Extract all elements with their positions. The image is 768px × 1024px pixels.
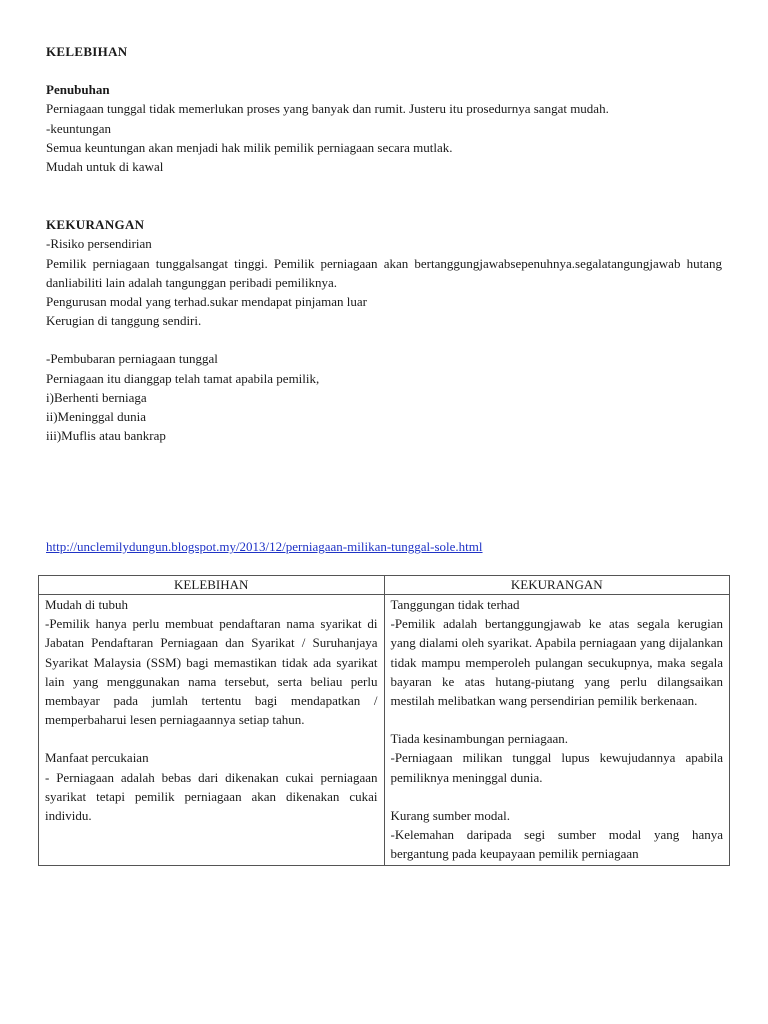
kelebihan-line: Mudah untuk di kawal xyxy=(46,159,164,175)
comparison-table-wrapper xyxy=(38,575,730,866)
capital-line: Pengurusan modal yang terhad.sukar mendapat pinjaman luar xyxy=(46,294,367,310)
comparison-table xyxy=(38,575,730,866)
table-header-row xyxy=(39,576,730,595)
cell-text: -Kelemahan daripada segi sumber modal yang hanya bergantung pada keupayaan pemilik perniagaan xyxy=(390,827,723,862)
dissolution-intro: Perniagaan itu dianggap telah tamat apabila pemilik, xyxy=(46,370,320,386)
kekurangan-cell xyxy=(384,595,730,866)
header-kekurangan: KEKURANGAN xyxy=(384,576,730,595)
cell-title: Kurang sumber modal. xyxy=(390,807,511,823)
dissolution-item: i)Berhenti berniaga xyxy=(46,389,147,405)
kelebihan-heading: KELEBIHAN xyxy=(46,44,128,59)
kelebihan-cell xyxy=(39,595,385,866)
cell-title: Manfaat percukaian xyxy=(45,750,149,766)
source-link-container xyxy=(46,537,483,556)
source-link[interactable]: http://unclemilydungun.blogspot.my/2013/12/perniagaan-milikan-tunggal-sole.html xyxy=(46,539,483,554)
kelebihan-line: Semua keuntungan akan menjadi hak milik pemilik perniagaan secara mutlak. xyxy=(46,139,453,155)
cell-text: -Pemilik adalah bertanggungjawab ke atas segala kerugian yang dialami oleh syarikat. Apabila perniagaan yang dijalankan tidak mampu memperoleh pulangan secukupnya, maka segala bayaran ke atas hutang-piutang yang perlu dilangsaikan mestilah melibatkan wang persendirian pemilik berkenaan. xyxy=(390,616,723,709)
kelebihan-line: Perniagaan tunggal tidak memerlukan proses yang banyak dan rumit. Justeru itu prosedurnya sangat mudah. xyxy=(46,101,609,117)
penubuhan-subheading: Penubuhan xyxy=(46,82,110,98)
kekurangan-heading: KEKURANGAN xyxy=(46,217,145,233)
risk-label: -Risiko persendirian xyxy=(46,236,152,252)
cell-title: Mudah di tubuh xyxy=(45,597,129,612)
dissolution-item: iii)Muflis atau bankrap xyxy=(46,428,166,444)
cell-text: -Pemilik hanya perlu membuat pendaftaran nama syarikat di Jabatan Pendaftaran Perniagaan dan Syarikat / Suruhanjaya Syarikat Malaysia (SSM) bagi memastikan tidak ada syarikat lain yang menggunakan nama tersebut, serta beliau perlu membayar pada jumlah tertentu bagi mendapatkan / memperbaharui lesen perniagaannya setiap tahun. xyxy=(45,616,378,728)
header-kelebihan: KELEBIHAN xyxy=(39,576,385,595)
cell-title: Tiada kesinambungan perniagaan. xyxy=(390,731,568,747)
table-row xyxy=(39,595,730,866)
document-body xyxy=(46,42,722,445)
cell-text: -Perniagaan milikan tunggal lupus kewujudannya apabila pemiliknya meninggal dunia. xyxy=(390,750,723,785)
kelebihan-line: -keuntungan xyxy=(46,120,111,136)
loss-line: Kerugian di tanggung sendiri. xyxy=(46,313,202,329)
dissolution-item: ii)Meninggal dunia xyxy=(46,409,147,425)
risk-paragraph: Pemilik perniagaan tunggalsangat tinggi. Pemilik perniagaan akan bertanggungjawabsepenuhnya.segalatangungjawab hutang danliabiliti lain adalah tangunggan peribadi pemiliknya. xyxy=(46,255,722,290)
cell-text: - Perniagaan adalah bebas dari dikenakan cukai perniagaan syarikat tetapi pemilik perniagaan akan dikenakan cukai individu. xyxy=(45,769,378,824)
dissolution-label: -Pembubaran perniagaan tunggal xyxy=(46,351,218,367)
cell-title: Tanggungan tidak terhad xyxy=(390,597,520,612)
